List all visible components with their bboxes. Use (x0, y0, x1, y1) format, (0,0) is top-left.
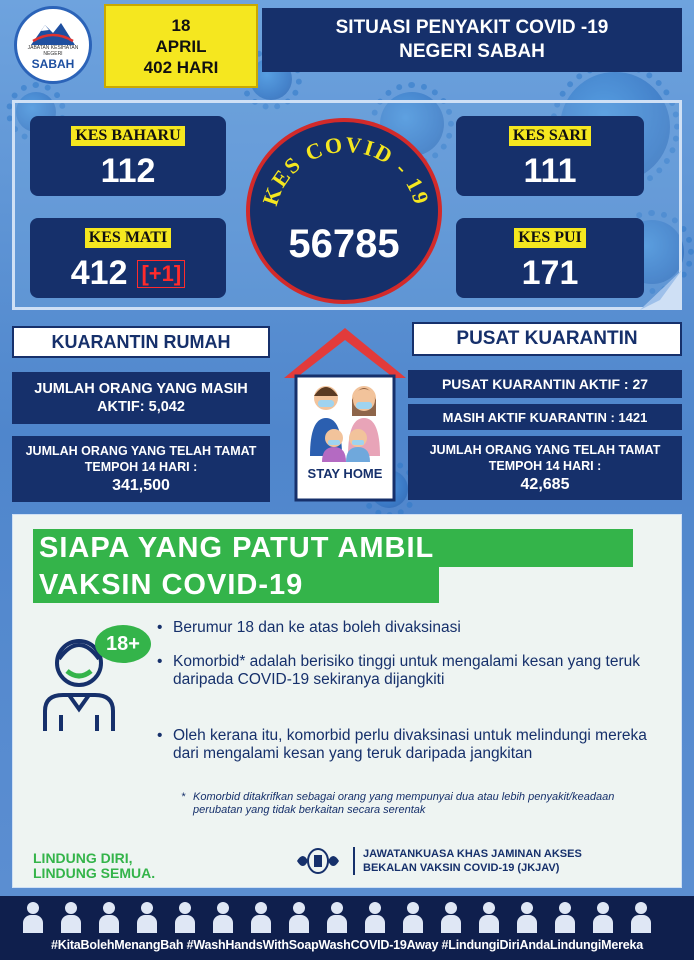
pusat-aktif-box: PUSAT KUARANTIN AKTIF : 27 (408, 370, 682, 398)
page-fold-decoration (640, 270, 686, 314)
logo-title: SABAH (31, 57, 75, 71)
kes-sari-label: KES SARI (509, 126, 591, 146)
vaccine-info-panel (12, 514, 682, 888)
pusat-tamat-label: JUMLAH ORANG YANG TELAH TAMAT TEMPOH 14 HARI : (429, 443, 661, 473)
date-month: APRIL (155, 36, 207, 56)
kes-mati-label: KES MATI (85, 228, 171, 248)
pusat-kuarantin-heading: PUSAT KUARANTIN (412, 322, 682, 356)
vaccine-bullet-2: • Komorbid* adalah berisiko tinggi untuk mengalami kesan yang teruk daripada COVID-19 sekiranya dijangkiti (173, 653, 663, 689)
frontliner-figure-icon (60, 902, 82, 934)
kes-baharu-value: 112 (100, 152, 156, 190)
stay-home-illustration (282, 326, 408, 504)
vaccine-bullet-1: • Berumur 18 dan ke atas boleh divaksinasi (173, 619, 663, 637)
kes-pui-value: 171 (521, 254, 579, 292)
pusat-tamat-box (408, 436, 682, 500)
committee-line-1: JAWATANKUASA KHAS JAMINAN AKSES (363, 848, 582, 860)
frontliner-figure-icon (250, 902, 272, 934)
title-line-2: NEGERI SABAH (399, 41, 545, 62)
committee-text (353, 847, 673, 875)
kes-sari-value: 111 (523, 152, 577, 190)
frontliner-figure-icon (554, 902, 576, 934)
slogan (33, 851, 155, 881)
kes-pui-label: KES PUI (514, 228, 586, 248)
vaccine-title-line-2: VAKSIN COVID-19 (33, 567, 439, 603)
komorbid-footnote: * Komorbid ditakrifkan sebagai orang yang mempunyai dua atau lebih penyakit/keadaan perubatan yang tidak berkaitan secara serentak (193, 791, 663, 817)
slogan-line-2: LINDUNG SEMUA. (33, 865, 156, 881)
kes-mati-delta: [+1] (137, 260, 185, 288)
frontliner-figure-icon (98, 902, 120, 934)
date-day: 18 (171, 15, 191, 35)
government-crest-icon (293, 847, 343, 875)
rumah-tamat-label: JUMLAH ORANG YANG TELAH TAMAT TEMPOH 14 HARI : (25, 444, 257, 474)
kes-mati-card (30, 218, 226, 298)
kuarantin-rumah-heading: KUARANTIN RUMAH (12, 326, 270, 358)
page-title (262, 8, 682, 72)
rumah-tamat-box (12, 436, 270, 502)
svg-text:KES COVID - 19 (257, 132, 434, 209)
kes-mati-value-row (71, 254, 185, 293)
frontliners-banner (0, 896, 694, 960)
kes-pui-card (456, 218, 644, 298)
frontliner-figure-icon (402, 902, 424, 934)
frontliner-figure-icon (288, 902, 310, 934)
rumah-aktif-label: JUMLAH ORANG YANG MASIH AKTIF: (34, 381, 248, 415)
kes-baharu-label: KES BAHARU (71, 126, 184, 146)
kes-baharu-card (30, 116, 226, 196)
days-count: 402 HARI (143, 57, 219, 77)
total-cases-circle (246, 118, 442, 304)
stay-home-label: STAY HOME (307, 466, 383, 481)
vaccine-title-line-1: SIAPA YANG PATUT AMBIL (33, 529, 633, 567)
masih-aktif-box: MASIH AKTIF KUARANTIN : 1421 (408, 404, 682, 430)
frontliner-figure-icon (630, 902, 652, 934)
frontliner-figure-icon (212, 902, 234, 934)
frontliner-figure-icon (22, 902, 44, 934)
pusat-tamat-value: 42,685 (520, 476, 570, 493)
frontliner-figure-icon (478, 902, 500, 934)
rumah-aktif-value: 5,042 (148, 399, 185, 415)
frontliner-figure-icon (326, 902, 348, 934)
total-cases-label: KES COVID - 19 (257, 131, 435, 209)
frontliner-figure-icon (364, 902, 386, 934)
kes-sari-card (456, 116, 644, 196)
committee-line-2: BEKALAN VAKSIN COVID-19 (JKJAV) (363, 862, 560, 874)
kes-mati-value: 412 (70, 254, 128, 292)
title-line-1: SITUASI PENYAKIT COVID -19 (335, 17, 609, 38)
rumah-tamat-value: 341,500 (112, 477, 170, 494)
total-cases-arc-label (250, 122, 438, 300)
rumah-aktif-box (12, 372, 270, 424)
frontliner-figure-icon (174, 902, 196, 934)
rumah-aktif-text (30, 380, 252, 416)
total-cases-value: 56785 (288, 222, 400, 266)
hashtags: #KitaBolehMenangBah #WashHandsWithSoapWashCOVID-19Away #LindungiDiriAndaLindungiMereka (50, 938, 644, 952)
slogan-line-1: LINDUNG DIRI, (33, 850, 133, 866)
jkn-sabah-logo (14, 6, 92, 84)
jkjav-committee (293, 847, 673, 875)
frontliner-figure-icon (516, 902, 538, 934)
date-box (104, 4, 258, 88)
frontliner-figure-icon (592, 902, 614, 934)
age-18-plus-badge: 18+ (95, 625, 151, 663)
frontliner-figure-icon (136, 902, 158, 934)
mountain-logo-icon (31, 19, 75, 45)
frontliner-figure-icon (440, 902, 462, 934)
logo-text: JABATAN KESIHATAN NEGERI (27, 45, 79, 57)
vaccine-bullet-3: • Oleh kerana itu, komorbid perlu divaksinasi untuk melindungi mereka dari mengalami kesan yang teruk daripada jangkitan (173, 727, 663, 763)
